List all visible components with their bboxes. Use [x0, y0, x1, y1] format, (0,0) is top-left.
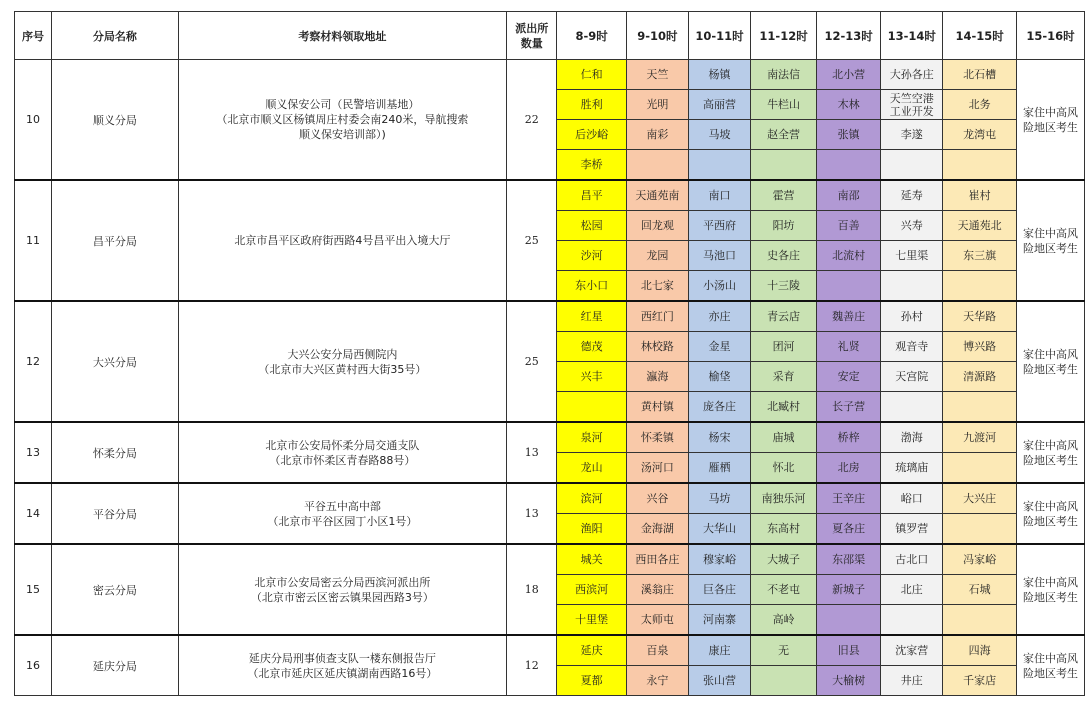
station-cell: 瀛海	[626, 362, 688, 392]
table-row	[15, 301, 1085, 332]
station-cell: 牛栏山	[751, 90, 817, 120]
station-cell: 北臧村	[751, 392, 817, 423]
station-cell: 河南寨	[688, 605, 750, 636]
station-cell: 马池口	[688, 241, 750, 271]
station-cell: 城关	[557, 544, 626, 575]
station-cell: 峪口	[881, 483, 943, 514]
station-cell: 仁和	[557, 60, 626, 90]
group-office-name: 密云分局	[52, 544, 179, 635]
station-cell: 崔村	[943, 180, 1017, 211]
station-cell: 天宫院	[881, 362, 943, 392]
station-cell: 庞各庄	[688, 392, 750, 423]
station-cell: 东邵渠	[817, 544, 881, 575]
station-cell: 黄村镇	[626, 392, 688, 423]
group-office-name: 延庆分局	[52, 635, 179, 696]
group-station-count: 13	[507, 483, 557, 544]
station-cell: 长子营	[817, 392, 881, 423]
note-line: 家住中高风	[1022, 499, 1078, 513]
group-note	[1016, 483, 1084, 544]
group-office-name: 昌平分局	[52, 180, 179, 301]
station-cell: 亦庄	[688, 301, 750, 332]
header-station-count	[507, 12, 557, 60]
station-cell: 琉璃庙	[881, 453, 943, 484]
station-cell: 高丽营	[688, 90, 750, 120]
station-cell: 胜利	[557, 90, 626, 120]
group-note	[1016, 422, 1084, 483]
station-cell: 北流村	[817, 241, 881, 271]
station-cell: 团河	[751, 332, 817, 362]
address-line: 延庆分局刑事侦查支队一楼东侧报告厅	[248, 651, 436, 665]
group-address	[178, 635, 506, 696]
group-office-name: 平谷分局	[52, 483, 179, 544]
station-cell: 北小营	[817, 60, 881, 90]
station-cell: 南法信	[751, 60, 817, 90]
note-line: 家住中高风	[1022, 575, 1078, 589]
note-line: 家住中高风	[1022, 105, 1078, 119]
station-cell	[881, 90, 943, 120]
station-cell: 百泉	[626, 635, 688, 666]
header-slot-0: 8-9时	[557, 12, 626, 60]
address-line: （北京市怀柔区青春路88号）	[269, 453, 416, 467]
station-cell: 兴寿	[881, 211, 943, 241]
station-cell: 千家店	[943, 666, 1017, 696]
station-cell: 东三旗	[943, 241, 1017, 271]
station-cell	[943, 150, 1017, 181]
header-count-line1: 派出所	[515, 21, 549, 35]
station-cell: 雁栖	[688, 453, 750, 484]
header-seq: 序号	[15, 12, 52, 60]
station-cell: 杨镇	[688, 60, 750, 90]
station-cell: 北七家	[626, 271, 688, 302]
station-cell: 青云店	[751, 301, 817, 332]
station-cell: 安定	[817, 362, 881, 392]
header-slot-6: 14-15时	[943, 12, 1017, 60]
station-cell: 北务	[943, 90, 1017, 120]
station-cell: 延庆	[557, 635, 626, 666]
station-cell	[943, 453, 1017, 484]
station-cell: 七里渠	[881, 241, 943, 271]
station-cell: 沙河	[557, 241, 626, 271]
station-cell: 清源路	[943, 362, 1017, 392]
header-count-line2: 数量	[520, 36, 543, 50]
station-cell: 大孙各庄	[881, 60, 943, 90]
station-cell	[881, 271, 943, 302]
station-cell: 西红门	[626, 301, 688, 332]
station-cell: 溪翁庄	[626, 575, 688, 605]
group-station-count: 12	[507, 635, 557, 696]
station-cell-line: 工业开发	[889, 104, 934, 118]
station-cell: 李遂	[881, 120, 943, 150]
header-slot-4: 12-13时	[817, 12, 881, 60]
station-cell: 无	[751, 635, 817, 666]
station-cell: 南口	[688, 180, 750, 211]
station-cell: 夏都	[557, 666, 626, 696]
group-note	[1016, 635, 1084, 696]
station-cell: 大兴庄	[943, 483, 1017, 514]
address-line: 北京市公安局密云分局西滨河派出所	[254, 575, 431, 589]
station-cell: 马坊	[688, 483, 750, 514]
group-note	[1016, 301, 1084, 422]
station-cell: 天竺	[626, 60, 688, 90]
station-cell: 昌平	[557, 180, 626, 211]
station-cell: 延寿	[881, 180, 943, 211]
note-line: 险地区考生	[1022, 120, 1078, 134]
note-line: 家住中高风	[1022, 347, 1078, 361]
group-station-count: 18	[507, 544, 557, 635]
schedule-body	[15, 60, 1085, 696]
table-row	[15, 422, 1085, 453]
station-cell	[943, 392, 1017, 423]
station-cell: 夏各庄	[817, 514, 881, 545]
group-address	[178, 60, 506, 181]
station-cell: 古北口	[881, 544, 943, 575]
station-cell: 后沙峪	[557, 120, 626, 150]
station-cell: 太师屯	[626, 605, 688, 636]
group-office-name: 顺义分局	[52, 60, 179, 181]
station-cell: 礼贤	[817, 332, 881, 362]
note-line: 险地区考生	[1022, 241, 1078, 255]
station-cell: 光明	[626, 90, 688, 120]
station-cell: 滨河	[557, 483, 626, 514]
station-cell: 天通苑北	[943, 211, 1017, 241]
station-cell: 魏善庄	[817, 301, 881, 332]
note-line: 险地区考生	[1022, 453, 1078, 467]
station-cell: 霍营	[751, 180, 817, 211]
station-cell: 石城	[943, 575, 1017, 605]
station-cell: 回龙观	[626, 211, 688, 241]
station-cell: 东高村	[751, 514, 817, 545]
table-row	[15, 60, 1085, 90]
note-line: 家住中高风	[1022, 438, 1078, 452]
station-cell: 四海	[943, 635, 1017, 666]
group-office-name: 大兴分局	[52, 301, 179, 422]
group-seq: 10	[15, 60, 52, 181]
header-slot-7: 15-16时	[1016, 12, 1084, 60]
station-cell	[881, 392, 943, 423]
station-cell	[688, 150, 750, 181]
station-cell: 德茂	[557, 332, 626, 362]
station-cell: 平西府	[688, 211, 750, 241]
station-cell: 十里堡	[557, 605, 626, 636]
group-station-count: 22	[507, 60, 557, 181]
station-cell: 渤海	[881, 422, 943, 453]
table-row	[15, 483, 1085, 514]
group-seq: 14	[15, 483, 52, 544]
address-line: 北京市公安局怀柔分局交通支队	[265, 438, 420, 452]
station-cell	[881, 605, 943, 636]
station-cell: 沈家营	[881, 635, 943, 666]
station-cell: 兴丰	[557, 362, 626, 392]
station-cell: 九渡河	[943, 422, 1017, 453]
station-cell: 康庄	[688, 635, 750, 666]
schedule-table	[14, 11, 1085, 696]
group-address	[178, 301, 506, 422]
station-cell: 松园	[557, 211, 626, 241]
station-cell: 金星	[688, 332, 750, 362]
station-cell: 北房	[817, 453, 881, 484]
station-cell: 十三陵	[751, 271, 817, 302]
station-cell: 汤河口	[626, 453, 688, 484]
station-cell: 西田各庄	[626, 544, 688, 575]
header-address: 考察材料领取地址	[178, 12, 506, 60]
station-cell	[943, 271, 1017, 302]
station-cell: 小汤山	[688, 271, 750, 302]
note-line: 险地区考生	[1022, 590, 1078, 604]
station-cell	[817, 605, 881, 636]
station-cell: 张山营	[688, 666, 750, 696]
station-cell: 怀柔镇	[626, 422, 688, 453]
station-cell: 杨宋	[688, 422, 750, 453]
group-seq: 16	[15, 635, 52, 696]
station-cell	[751, 666, 817, 696]
table-row	[15, 544, 1085, 575]
note-line: 险地区考生	[1022, 362, 1078, 376]
station-cell: 桥梓	[817, 422, 881, 453]
station-cell: 龙园	[626, 241, 688, 271]
header-row	[15, 12, 1085, 60]
address-line: 北京市昌平区政府街西路4号昌平出入境大厅	[234, 234, 451, 247]
station-cell: 井庄	[881, 666, 943, 696]
station-cell: 南邵	[817, 180, 881, 211]
station-cell: 博兴路	[943, 332, 1017, 362]
group-note	[1016, 180, 1084, 301]
station-cell	[557, 392, 626, 423]
note-line: 家住中高风	[1022, 651, 1078, 665]
note-line: 险地区考生	[1022, 666, 1078, 680]
header-slot-3: 11-12时	[751, 12, 817, 60]
station-cell: 张镇	[817, 120, 881, 150]
group-office-name: 怀柔分局	[52, 422, 179, 483]
station-cell: 红星	[557, 301, 626, 332]
station-cell: 赵全营	[751, 120, 817, 150]
station-cell	[881, 150, 943, 181]
address-line: 顺义保安培训部）)	[299, 128, 386, 141]
address-line: （北京市平谷区园丁小区1号）	[267, 514, 418, 528]
station-cell: 高岭	[751, 605, 817, 636]
station-cell: 金海湖	[626, 514, 688, 545]
station-cell: 庙城	[751, 422, 817, 453]
header-slot-2: 10-11时	[688, 12, 750, 60]
station-cell: 阳坊	[751, 211, 817, 241]
station-cell: 北石槽	[943, 60, 1017, 90]
address-line: 大兴公安分局西侧院内	[287, 347, 398, 361]
group-seq: 12	[15, 301, 52, 422]
group-address	[178, 422, 506, 483]
station-cell	[626, 150, 688, 181]
group-station-count: 25	[507, 301, 557, 422]
header-slot-5: 13-14时	[881, 12, 943, 60]
station-cell: 马坡	[688, 120, 750, 150]
group-station-count: 25	[507, 180, 557, 301]
station-cell: 孙村	[881, 301, 943, 332]
station-cell: 东小口	[557, 271, 626, 302]
station-cell: 不老屯	[751, 575, 817, 605]
group-address	[178, 483, 506, 544]
table-row	[15, 635, 1085, 666]
station-cell	[817, 271, 881, 302]
station-cell	[943, 605, 1017, 636]
station-cell	[817, 150, 881, 181]
station-cell: 龙湾屯	[943, 120, 1017, 150]
group-seq: 13	[15, 422, 52, 483]
group-seq: 15	[15, 544, 52, 635]
station-cell: 天华路	[943, 301, 1017, 332]
address-line: 顺义保安公司（民警培训基地）	[265, 98, 420, 111]
station-cell: 李桥	[557, 150, 626, 181]
station-cell: 旧县	[817, 635, 881, 666]
station-cell: 渔阳	[557, 514, 626, 545]
station-cell: 百善	[817, 211, 881, 241]
table-row	[15, 180, 1085, 211]
station-cell: 采育	[751, 362, 817, 392]
station-cell: 天通苑南	[626, 180, 688, 211]
address-line: （北京市大兴区黄村西大街35号）	[258, 362, 427, 376]
header-slot-1: 9-10时	[626, 12, 688, 60]
header-office: 分局名称	[52, 12, 179, 60]
station-cell: 史各庄	[751, 241, 817, 271]
station-cell: 木林	[817, 90, 881, 120]
station-cell: 南独乐河	[751, 483, 817, 514]
station-cell: 大华山	[688, 514, 750, 545]
station-cell: 怀北	[751, 453, 817, 484]
group-station-count: 13	[507, 422, 557, 483]
station-cell-line: 天竺空港	[889, 91, 934, 105]
address-line: （北京市延庆区延庆镇湖南西路16号）	[247, 666, 438, 680]
station-cell: 泉河	[557, 422, 626, 453]
address-line: （北京市密云区密云镇果园西路3号）	[250, 590, 434, 604]
address-line: 平谷五中高中部	[303, 499, 381, 513]
station-cell: 镇罗营	[881, 514, 943, 545]
station-cell: 北庄	[881, 575, 943, 605]
address-line: （北京市顺义区杨镇周庄村委会南240米，导航搜索	[216, 113, 469, 126]
station-cell: 南彩	[626, 120, 688, 150]
group-note	[1016, 60, 1084, 181]
station-cell: 榆垡	[688, 362, 750, 392]
station-cell: 西滨河	[557, 575, 626, 605]
group-note	[1016, 544, 1084, 635]
station-cell: 龙山	[557, 453, 626, 484]
station-cell: 永宁	[626, 666, 688, 696]
station-cell	[751, 150, 817, 181]
group-address	[178, 544, 506, 635]
note-line: 家住中高风	[1022, 226, 1078, 240]
station-cell: 大城子	[751, 544, 817, 575]
note-line: 险地区考生	[1022, 514, 1078, 528]
station-cell: 巨各庄	[688, 575, 750, 605]
group-seq: 11	[15, 180, 52, 301]
station-cell: 穆家峪	[688, 544, 750, 575]
group-address	[178, 180, 506, 301]
station-cell: 新城子	[817, 575, 881, 605]
station-cell: 王辛庄	[817, 483, 881, 514]
station-cell: 大榆树	[817, 666, 881, 696]
station-cell: 林校路	[626, 332, 688, 362]
station-cell: 兴谷	[626, 483, 688, 514]
station-cell: 冯家峪	[943, 544, 1017, 575]
station-cell	[943, 514, 1017, 545]
station-cell: 观音寺	[881, 332, 943, 362]
